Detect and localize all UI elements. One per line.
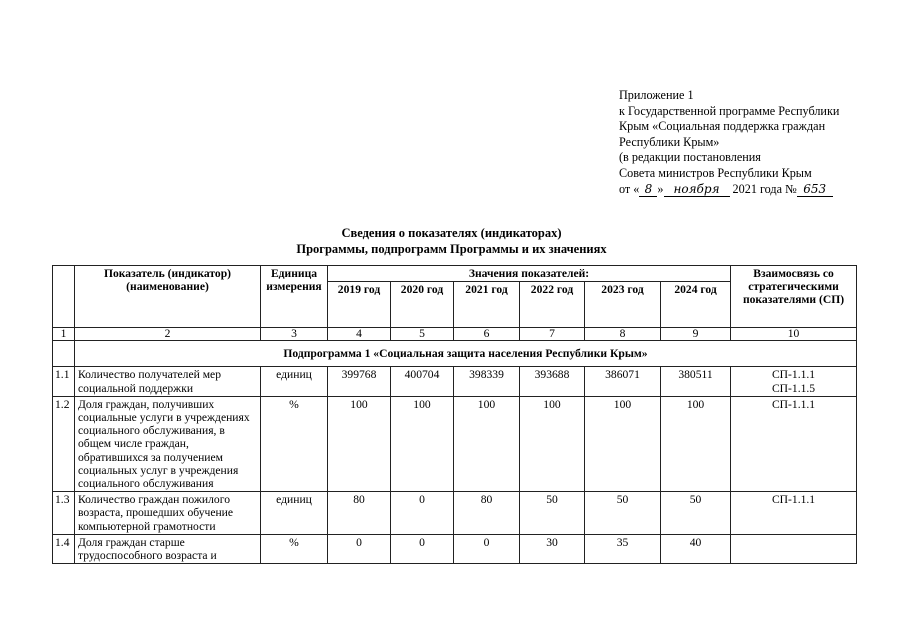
header-year: 2020 год bbox=[391, 282, 454, 328]
appendix-line: Приложение 1 bbox=[619, 88, 694, 102]
header-year: 2021 год bbox=[454, 282, 520, 328]
row-value: 80 bbox=[328, 492, 391, 535]
row-value: 100 bbox=[585, 396, 661, 491]
row-value: 100 bbox=[520, 396, 585, 491]
indicators-table bbox=[52, 265, 857, 564]
row-unit: % bbox=[261, 396, 328, 491]
title-line-2: Программы, подпрограмм Программы и их значениях bbox=[296, 241, 607, 256]
row-value: 398339 bbox=[454, 367, 520, 396]
header-year: 2019 год bbox=[328, 282, 391, 328]
row-value: 100 bbox=[661, 396, 731, 491]
date-year-text: 2021 года № bbox=[732, 181, 797, 196]
row-value: 0 bbox=[391, 534, 454, 563]
row-value: 100 bbox=[328, 396, 391, 491]
row-index: 1.3 bbox=[53, 492, 75, 535]
handwritten-month: ноября bbox=[664, 183, 730, 197]
row-sp bbox=[731, 492, 857, 535]
header-unit: Единица измерения bbox=[261, 266, 328, 328]
appendix-line: Республики Крым» bbox=[619, 134, 720, 149]
row-indicator-name: Доля граждан, получивших социальные услуги в учреждениях социального обслуживания, в общем числе граждан, обратившихся за получением социальных услуг в учреждения социального обслуживания bbox=[75, 396, 261, 491]
header-sp: Взаимосвязь со стратегическими показателями (СП) bbox=[731, 266, 857, 328]
row-sp bbox=[731, 396, 857, 491]
row-value: 50 bbox=[520, 492, 585, 535]
sp-code: СП-1.1.5 bbox=[771, 381, 816, 395]
row-value: 380511 bbox=[661, 367, 731, 396]
section-cell-empty bbox=[53, 341, 75, 367]
row-value: 100 bbox=[391, 396, 454, 491]
row-unit: % bbox=[261, 534, 328, 563]
header-year: 2023 год bbox=[585, 282, 661, 328]
document-title bbox=[0, 226, 903, 257]
row-value: 386071 bbox=[585, 367, 661, 396]
column-number: 9 bbox=[661, 328, 731, 341]
row-value: 30 bbox=[520, 534, 585, 563]
table-row bbox=[53, 534, 857, 563]
section-title: Подпрограмма 1 «Социальная защита населения Республики Крым» bbox=[75, 341, 857, 367]
row-value: 399768 bbox=[328, 367, 391, 396]
header-values-group: Значения показателей: bbox=[328, 266, 731, 282]
handwritten-decree-number: 653 bbox=[797, 183, 833, 197]
header-cell-number bbox=[53, 266, 75, 328]
table-row bbox=[53, 396, 857, 491]
row-value: 80 bbox=[454, 492, 520, 535]
column-number: 4 bbox=[328, 328, 391, 341]
header-year: 2024 год bbox=[661, 282, 731, 328]
sp-code: СП-1.1.1 bbox=[771, 397, 816, 411]
row-value: 100 bbox=[454, 396, 520, 491]
row-value: 400704 bbox=[391, 367, 454, 396]
handwritten-day: 8 bbox=[639, 183, 657, 197]
column-number: 10 bbox=[731, 328, 857, 341]
row-index: 1.1 bbox=[53, 367, 75, 396]
appendix-line: Совета министров Республики Крым bbox=[619, 165, 812, 180]
column-number: 1 bbox=[53, 328, 75, 341]
header-indicator: Показатель (индикатор) (наименование) bbox=[75, 266, 261, 328]
appendix-line: Крым «Социальная поддержка граждан bbox=[619, 119, 826, 134]
row-index: 1.4 bbox=[53, 534, 75, 563]
appendix-block bbox=[619, 88, 879, 197]
row-index: 1.2 bbox=[53, 396, 75, 491]
row-value: 0 bbox=[328, 534, 391, 563]
row-unit: единиц bbox=[261, 367, 328, 396]
row-value: 50 bbox=[585, 492, 661, 535]
date-prefix: от « bbox=[619, 181, 640, 196]
appendix-line: (в редакции постановления bbox=[619, 150, 761, 165]
column-number: 5 bbox=[391, 328, 454, 341]
row-value: 0 bbox=[454, 534, 520, 563]
row-sp bbox=[731, 367, 857, 396]
column-number: 8 bbox=[585, 328, 661, 341]
sp-code: СП-1.1.1 bbox=[771, 493, 816, 507]
section-row bbox=[53, 341, 857, 367]
row-value: 393688 bbox=[520, 367, 585, 396]
title-line-1: Сведения о показателях (индикаторах) bbox=[341, 226, 562, 240]
column-number: 3 bbox=[261, 328, 328, 341]
column-number: 7 bbox=[520, 328, 585, 341]
row-indicator-name: Доля граждан старше трудоспособного возраста и bbox=[75, 534, 261, 563]
column-number-row bbox=[53, 328, 857, 341]
table-row bbox=[53, 367, 857, 396]
decree-date-line bbox=[619, 182, 879, 198]
column-number: 2 bbox=[75, 328, 261, 341]
appendix-line: к Государственной программе Республики bbox=[619, 103, 840, 118]
row-value: 35 bbox=[585, 534, 661, 563]
row-sp bbox=[731, 534, 857, 563]
header-year: 2022 год bbox=[520, 282, 585, 328]
header-row-1 bbox=[53, 266, 857, 282]
date-day-suffix: » bbox=[657, 181, 664, 196]
sp-code: СП-1.1.1 bbox=[771, 368, 816, 382]
row-value: 40 bbox=[661, 534, 731, 563]
row-unit: единиц bbox=[261, 492, 328, 535]
table-row bbox=[53, 492, 857, 535]
column-number: 6 bbox=[454, 328, 520, 341]
row-value: 0 bbox=[391, 492, 454, 535]
row-indicator-name: Количество получателей мер социальной поддержки bbox=[75, 367, 261, 396]
row-indicator-name: Количество граждан пожилого возраста, прошедших обучение компьютерной грамотности bbox=[75, 492, 261, 535]
row-value: 50 bbox=[661, 492, 731, 535]
